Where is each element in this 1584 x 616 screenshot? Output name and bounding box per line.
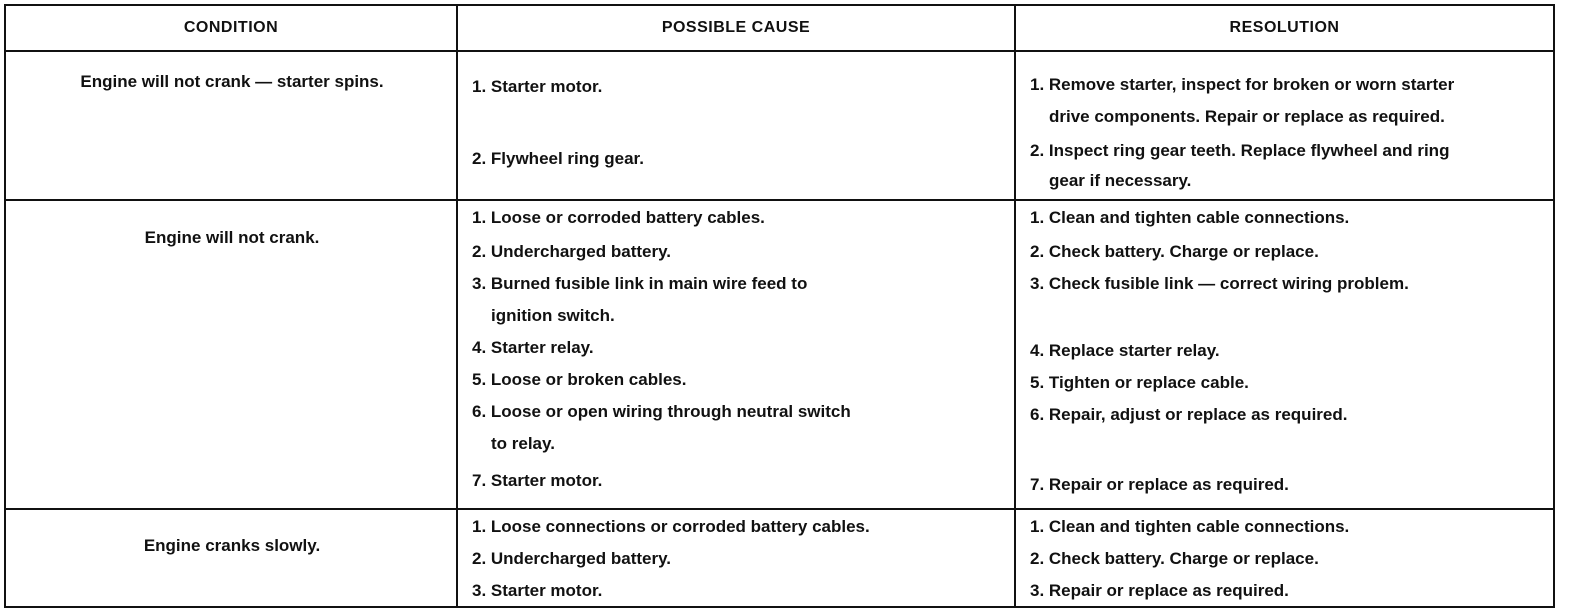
header-condition: CONDITION [183, 19, 279, 36]
cause-item: 4. Starter relay. [472, 338, 594, 357]
cause-item: 5. Loose or broken cables. [472, 370, 687, 389]
cause-item: 3. Burned fusible link in main wire feed to [472, 274, 808, 293]
resolution-item: 7. Repair or replace as required. [1030, 475, 1289, 494]
cause-item: 1. Starter motor. [472, 77, 603, 96]
troubleshooting-table [4, 4, 1555, 608]
resolution-item: 2. Inspect ring gear teeth. Replace flywheel and ring [1030, 141, 1450, 160]
resolution-item: 1. Clean and tighten cable connections. [1030, 517, 1350, 536]
cause-item: 7. Starter motor. [472, 471, 603, 490]
resolution-item: 2. Check battery. Charge or replace. [1030, 242, 1319, 261]
cause-item: 2. Undercharged battery. [472, 242, 672, 261]
resolution-item: 5. Tighten or replace cable. [1030, 373, 1249, 392]
resolution-item: 3. Repair or replace as required. [1030, 581, 1289, 600]
row-divider [6, 508, 1553, 510]
resolution-item: 6. Repair, adjust or replace as required. [1030, 405, 1348, 424]
resolution-item: 4. Replace starter relay. [1030, 341, 1220, 360]
cause-item: 2. Flywheel ring gear. [472, 149, 644, 168]
cause-item: 6. Loose or open wiring through neutral switch [472, 402, 851, 421]
resolution-item: 2. Check battery. Charge or replace. [1030, 549, 1319, 568]
cause-item: 3. Starter motor. [472, 581, 603, 600]
cause-item: ignition switch. [491, 306, 615, 325]
row-divider [6, 50, 1553, 52]
cause-item: 1. Loose connections or corroded battery cables. [472, 517, 870, 536]
resolution-item: 1. Clean and tighten cable connections. [1030, 208, 1350, 227]
cause-item: 2. Undercharged battery. [472, 549, 672, 568]
resolution-item: 1. Remove starter, inspect for broken or worn starter [1030, 75, 1455, 94]
header-possible-cause: POSSIBLE CAUSE [661, 19, 811, 36]
resolution-item: drive components. Repair or replace as required. [1049, 107, 1445, 126]
cause-item: 1. Loose or corroded battery cables. [472, 208, 765, 227]
condition-cell: Engine will not crank — starter spins. [80, 72, 384, 91]
column-divider [456, 6, 458, 606]
header-resolution: RESOLUTION [1229, 19, 1340, 36]
row-divider [6, 199, 1553, 201]
column-divider [1014, 6, 1016, 606]
resolution-item: 3. Check fusible link — correct wiring problem. [1030, 274, 1409, 293]
condition-cell: Engine will not crank. [144, 228, 320, 247]
cause-item: to relay. [491, 434, 555, 453]
condition-cell: Engine cranks slowly. [143, 536, 321, 555]
resolution-item: gear if necessary. [1049, 171, 1192, 190]
